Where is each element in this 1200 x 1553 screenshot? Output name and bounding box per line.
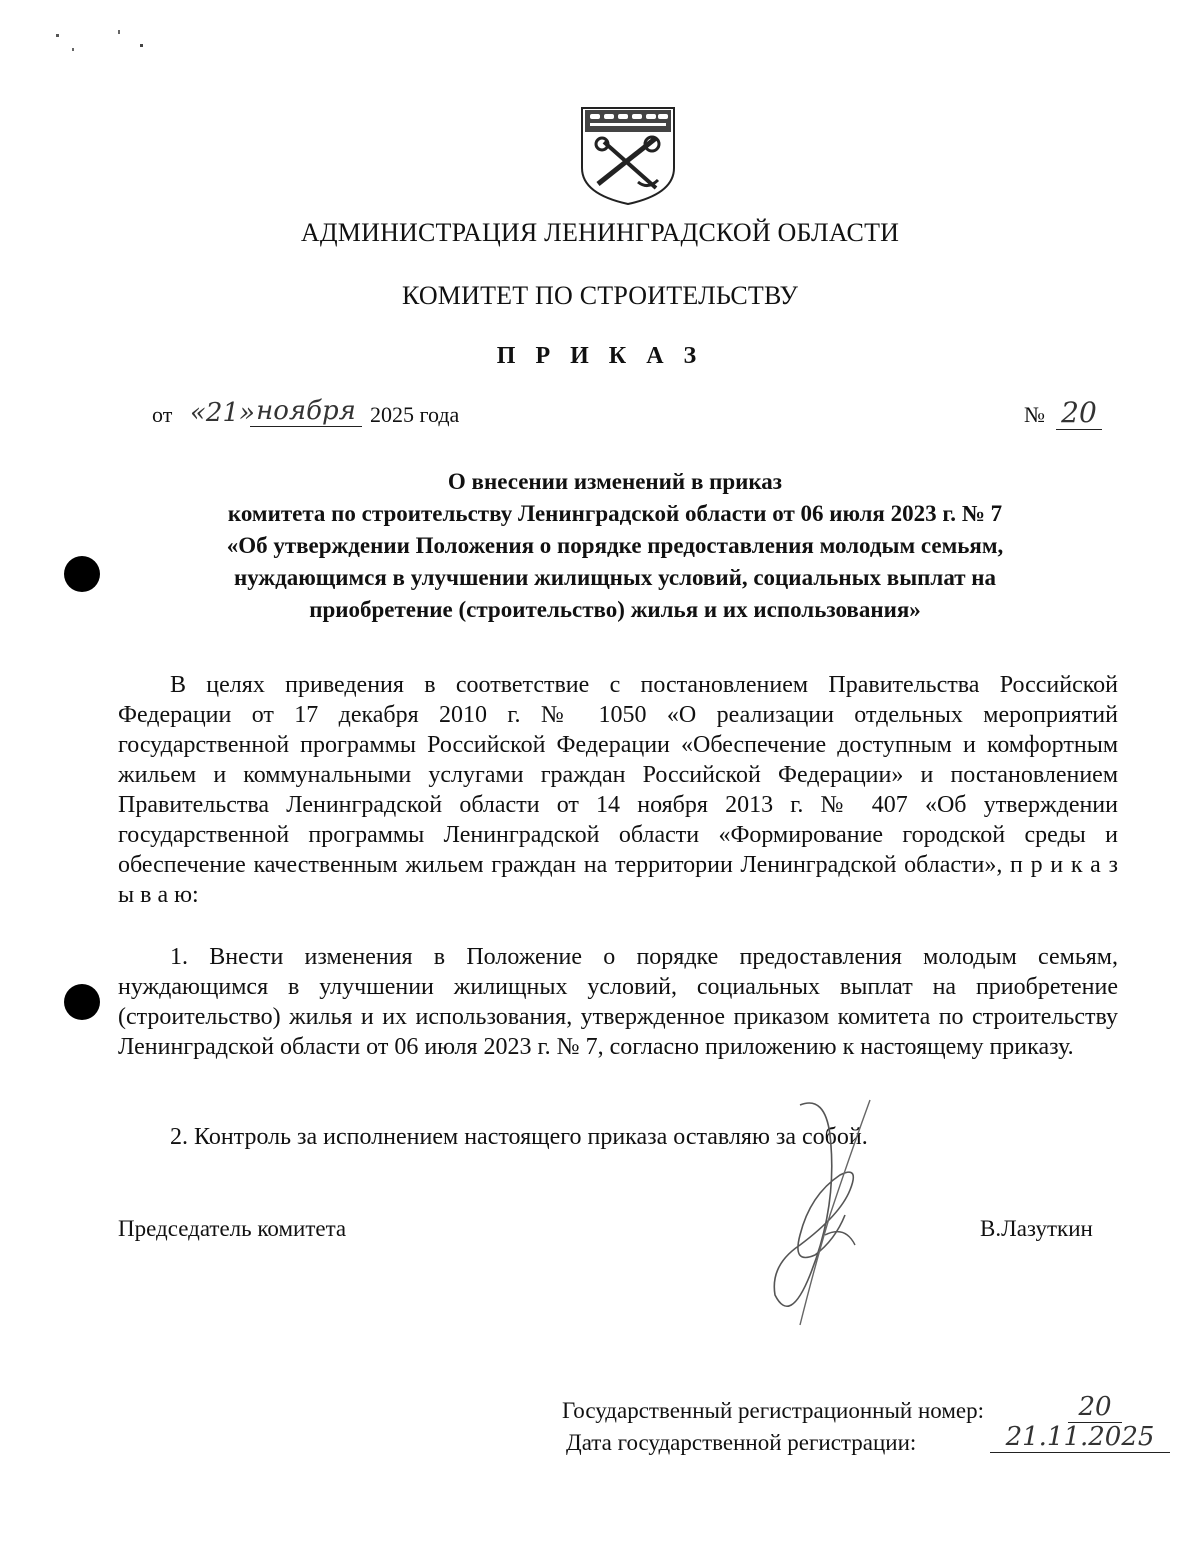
order-subject	[120, 466, 1110, 626]
handwritten-signature	[730, 1095, 930, 1335]
subject-line: «Об утверждении Положения о порядке предоставления молодым семьям,	[226, 533, 1004, 558]
subject-line: О внесении изменений в приказ	[447, 469, 783, 494]
coat-of-arms-icon	[578, 104, 678, 208]
scan-speck	[118, 30, 120, 34]
scan-speck	[72, 48, 74, 51]
committee-name: КОМИТЕТ ПО СТРОИТЕЛЬСТВУ	[401, 281, 799, 310]
preamble-paragraph: В целях приведения в соответствие с постановлением Правительства Российской Федерации от 17 декабря 2010 г. № 1050 «О реализации отдельных мероприятий государственной программы Российской Федерации «Обеспечение доступным и комфортным жильем и коммунальными услугами граждан Российской Федерации» и постановлением Правительства Ленинградской области от 14 ноября 2013 г. № 407 «Об утверждении государственной программы Ленинградской области «Формирование городской среды и обеспечение качественным жильем граждан на территории Ленинградской области», п р и к а з ы в а ю:	[118, 672, 1118, 908]
subject-line: нуждающимся в улучшении жилищных условий, социальных выплат на	[233, 565, 997, 590]
registration-date: 21.11.2025	[990, 1422, 1170, 1453]
document-type: П Р И К А З	[496, 343, 704, 369]
registration-number: 20	[1068, 1392, 1122, 1423]
date-month: ноября	[250, 396, 362, 427]
scan-speck	[140, 44, 143, 47]
hole-punch-mark	[64, 556, 100, 592]
organization-name: АДМИНИСТРАЦИЯ ЛЕНИНГРАДСКОЙ ОБЛАСТИ	[300, 218, 900, 247]
date-year: 2025 года	[370, 402, 460, 427]
subject-line: комитета по строительству Ленинградской области от 06 июля 2023 г. № 7	[227, 501, 1003, 526]
date-prefix: от	[152, 402, 173, 427]
date-day: «21»	[190, 398, 255, 428]
order-item-1: 1. Внести изменения в Положение о порядке предоставления молодым семьям, нуждающимся в улучшении жилищных условий, социальных выплат на приобретение (строительство) жилья и их использования, утвержденное приказом комитета по строительству Ленинградской области от 06 июля 2023 г. № 7, согласно приложению к настоящему приказу.	[118, 944, 1118, 1060]
registration-date-label: Дата государственной регистрации:	[566, 1430, 917, 1455]
order-number: 20	[1056, 396, 1102, 430]
signatory-position: Председатель комитета	[118, 1216, 347, 1241]
subject-line: приобретение (строительство) жилья и их использования»	[309, 597, 921, 622]
hole-punch-mark	[64, 984, 100, 1020]
order-number-label: №	[1024, 402, 1045, 427]
scan-speck	[56, 34, 59, 37]
order-item-2: 2. Контроль за исполнением настоящего приказа оставляю за собой.	[170, 1124, 868, 1150]
signatory-name: В.Лазуткин	[980, 1216, 1093, 1241]
registration-number-label: Государственный регистрационный номер:	[562, 1398, 985, 1423]
